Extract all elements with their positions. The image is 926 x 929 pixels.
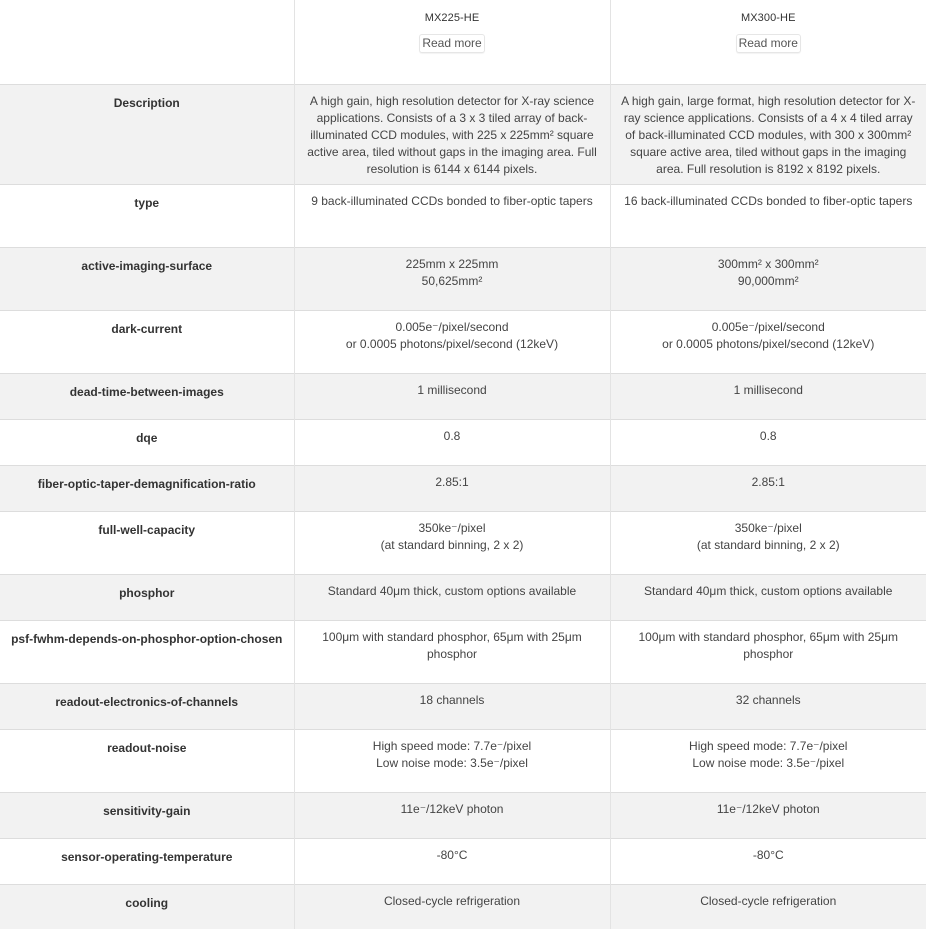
row-label: psf-fwhm-depends-on-phosphor-option-chosen [0, 620, 294, 683]
row-type [0, 184, 926, 247]
spec-line: 350ke⁻/pixel [418, 520, 486, 535]
spec-value-mx300: Closed-cycle refrigeration [700, 893, 837, 908]
row-label: full-well-capacity [0, 511, 294, 574]
spec-value-mx225: 0.8 [294, 419, 610, 465]
spec-value-mx225: Closed-cycle refrigeration [294, 884, 610, 929]
spec-line: Low noise mode: 3.5e⁻/pixel [692, 755, 845, 770]
row-label: Description [0, 84, 294, 184]
row-label: fiber-optic-taper-demagnification-ratio [0, 465, 294, 511]
row-dark-current [0, 310, 926, 373]
spec-line: 300mm² x 300mm² [717, 256, 819, 271]
row-psf-fwhm [0, 620, 926, 683]
row-description [0, 84, 926, 184]
row-label: dqe [0, 419, 294, 465]
spec-value-mx225: 18 channels [294, 683, 610, 729]
spec-value-mx225: 9 back-illuminated CCDs bonded to fiber-optic tapers [294, 184, 610, 247]
row-phosphor [0, 574, 926, 620]
spec-line: Low noise mode: 3.5e⁻/pixel [376, 755, 528, 770]
spec-value-mx225: A high gain, high resolution detector for X-ray science applications. Consists of a 3 x 3 tiled array of back-illuminated CCD modules, with 225 x 225mm² square active area, tiled without gaps in the imaging area. Full resolution is 6144 x 6144 pixels. [294, 84, 610, 184]
spec-value-mx225: 2.85:1 [294, 465, 610, 511]
spec-value-mx300: 0.8 [759, 428, 777, 443]
row-label: sensitivity-gain [0, 792, 294, 838]
spec-value-mx300: -80°C [752, 847, 784, 862]
spec-value-mx225: 11e⁻/12keV photon [294, 792, 610, 838]
spec-value-mx225: 100μm with standard phosphor, 65μm with 25μm phosphor [294, 620, 610, 683]
spec-value-mx225: 1 millisecond [294, 373, 610, 419]
row-dead-time-between-images [0, 373, 926, 419]
spec-line: 0.005e⁻/pixel/second [395, 319, 509, 334]
spec-value-mx300: 1 millisecond [733, 382, 803, 397]
row-cooling [0, 884, 926, 929]
spec-value-mx300: A high gain, large format, high resolution detector for X-ray science applications. Consists of a 4 x 4 tiled array of back-illuminated CCD modules, with 300 x 300mm² square active area, tiled without gaps in the imaging area. Full resolution is 8192 x 8192 pixels. [621, 93, 916, 176]
product-header-mx225 [294, 0, 610, 84]
row-fiber-optic-taper-ratio [0, 465, 926, 511]
spec-value-mx300 [610, 310, 926, 373]
spec-value-mx225 [294, 511, 610, 574]
row-dqe [0, 419, 926, 465]
spec-value-mx225 [294, 310, 610, 373]
spec-line: 0.005e⁻/pixel/second [711, 319, 825, 334]
row-label: phosphor [0, 574, 294, 620]
read-more-button-mx300[interactable]: Read more [736, 34, 801, 53]
row-active-imaging-surface [0, 247, 926, 310]
row-sensitivity-gain [0, 792, 926, 838]
spec-line: or 0.0005 photons/pixel/second (12keV) [345, 336, 559, 351]
product-header-mx300 [610, 0, 926, 84]
header-blank-cell [0, 0, 294, 84]
row-readout-electronics-channels [0, 683, 926, 729]
spec-line: High speed mode: 7.7e⁻/pixel [689, 738, 848, 753]
spec-value-mx300 [610, 729, 926, 792]
spec-line: (at standard binning, 2 x 2) [696, 537, 840, 552]
row-full-well-capacity [0, 511, 926, 574]
spec-value-mx225 [294, 729, 610, 792]
read-more-button-mx225[interactable]: Read more [419, 34, 484, 53]
spec-value-mx225: Standard 40μm thick, custom options available [294, 574, 610, 620]
row-readout-noise [0, 729, 926, 792]
spec-value-mx225: -80°C [294, 838, 610, 884]
spec-value-mx300: 11e⁻/12keV photon [716, 801, 820, 816]
row-label: dark-current [0, 310, 294, 373]
spec-value-mx300 [610, 511, 926, 574]
spec-value-mx300 [610, 247, 926, 310]
row-label: dead-time-between-images [0, 373, 294, 419]
spec-line: 350ke⁻/pixel [734, 520, 802, 535]
row-label: active-imaging-surface [0, 247, 294, 310]
spec-line: High speed mode: 7.7e⁻/pixel [372, 738, 532, 753]
spec-line: 90,000mm² [737, 273, 799, 288]
spec-line: 50,625mm² [421, 273, 483, 288]
spec-value-mx300: 16 back-illuminated CCDs bonded to fiber-optic tapers [624, 193, 913, 208]
spec-line: (at standard binning, 2 x 2) [380, 537, 524, 552]
spec-line: 225mm x 225mm [405, 256, 499, 271]
row-sensor-operating-temperature [0, 838, 926, 884]
product-name: MX300-HE [740, 12, 796, 24]
spec-value-mx300: Standard 40μm thick, custom options available [644, 583, 893, 598]
spec-value-mx300: 2.85:1 [751, 474, 785, 489]
spec-value-mx300: 100μm with standard phosphor, 65μm with 25μm phosphor [638, 629, 899, 661]
row-label: sensor-operating-temperature [0, 838, 294, 884]
row-label: readout-electronics-of-channels [0, 683, 294, 729]
row-label: cooling [0, 884, 294, 929]
spec-value-mx225 [294, 247, 610, 310]
spec-line: or 0.0005 photons/pixel/second (12keV) [662, 336, 875, 351]
product-header-row [0, 0, 926, 84]
product-name: MX225-HE [424, 12, 480, 24]
spec-value-mx300: 32 channels [735, 692, 801, 707]
row-label: readout-noise [0, 729, 294, 792]
row-label: type [0, 184, 294, 247]
